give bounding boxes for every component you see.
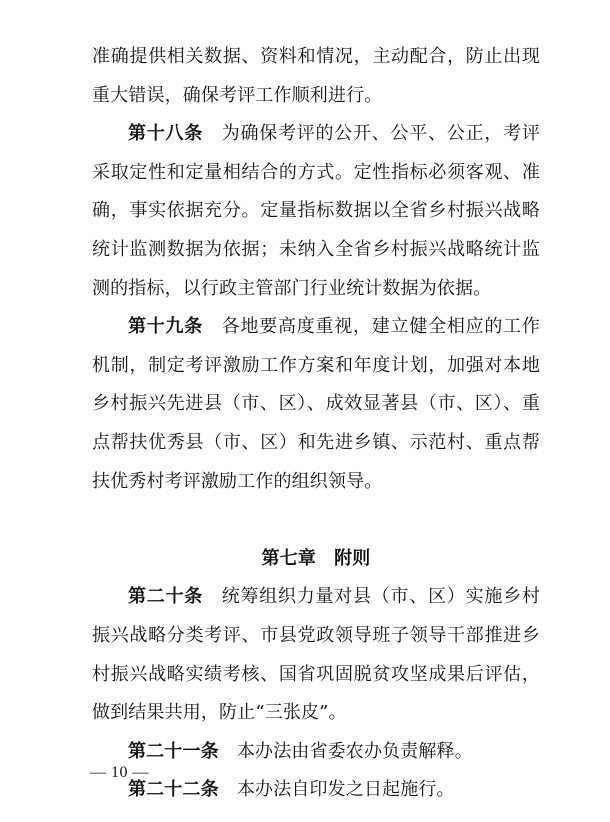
section-spacer [92,501,540,540]
article-text: 各地要高度重视，建立健全相应的工作机制，制定考评激励工作方案和年度计划，加强对本地乡村振兴先进县（市、区）、成效显著县（市、区）、重点帮扶优秀县（市、区）和先进乡镇、示范村、重点帮扶优秀村考评激励工作的组织领导。 [92,316,540,492]
article-text: 为确保考评的公开、公平、公正，考评采取定性和定量相结合的方式。定性指标必须客观、准确，事实依据充分。定量指标数据以全省乡村振兴战略统计监测数据为依据；未纳入全省乡村振兴战略统计监测的指标，以行政主管部门行业统计数据为依据。 [92,123,540,299]
article-22 [92,771,540,810]
article-number: 第二十条 [128,586,204,608]
article-text: 统筹组织力量对县（市、区）实施乡村振兴战略分类考评、市县党政领导班子领导干部推进乡村振兴战略实绩考核、国省巩固脱贫攻坚成果后评估，做到结果共用，防止“三张皮”。 [92,586,540,724]
chapter-title: 第七章 附则 [261,547,371,569]
document-body [92,38,540,810]
article-text: 本办法由省委农办负责解释。 [236,740,473,762]
article-number: 第十八条 [128,123,204,145]
article-number: 第二十二条 [128,779,219,801]
article-19 [92,308,540,501]
article-18 [92,115,540,308]
article-21 [92,733,540,772]
article-text: 本办法自印发之日起施行。 [236,779,455,801]
page-number: — 10 — [90,764,149,781]
article-20 [92,578,540,732]
article-number: 第二十一条 [128,740,219,762]
article-number: 第十九条 [128,316,204,338]
paragraph-text: 准确提供相关数据、资料和情况，主动配合，防止出现重大错误，确保考评工作顺利进行。 [92,46,540,106]
paragraph-continuation [92,38,540,115]
